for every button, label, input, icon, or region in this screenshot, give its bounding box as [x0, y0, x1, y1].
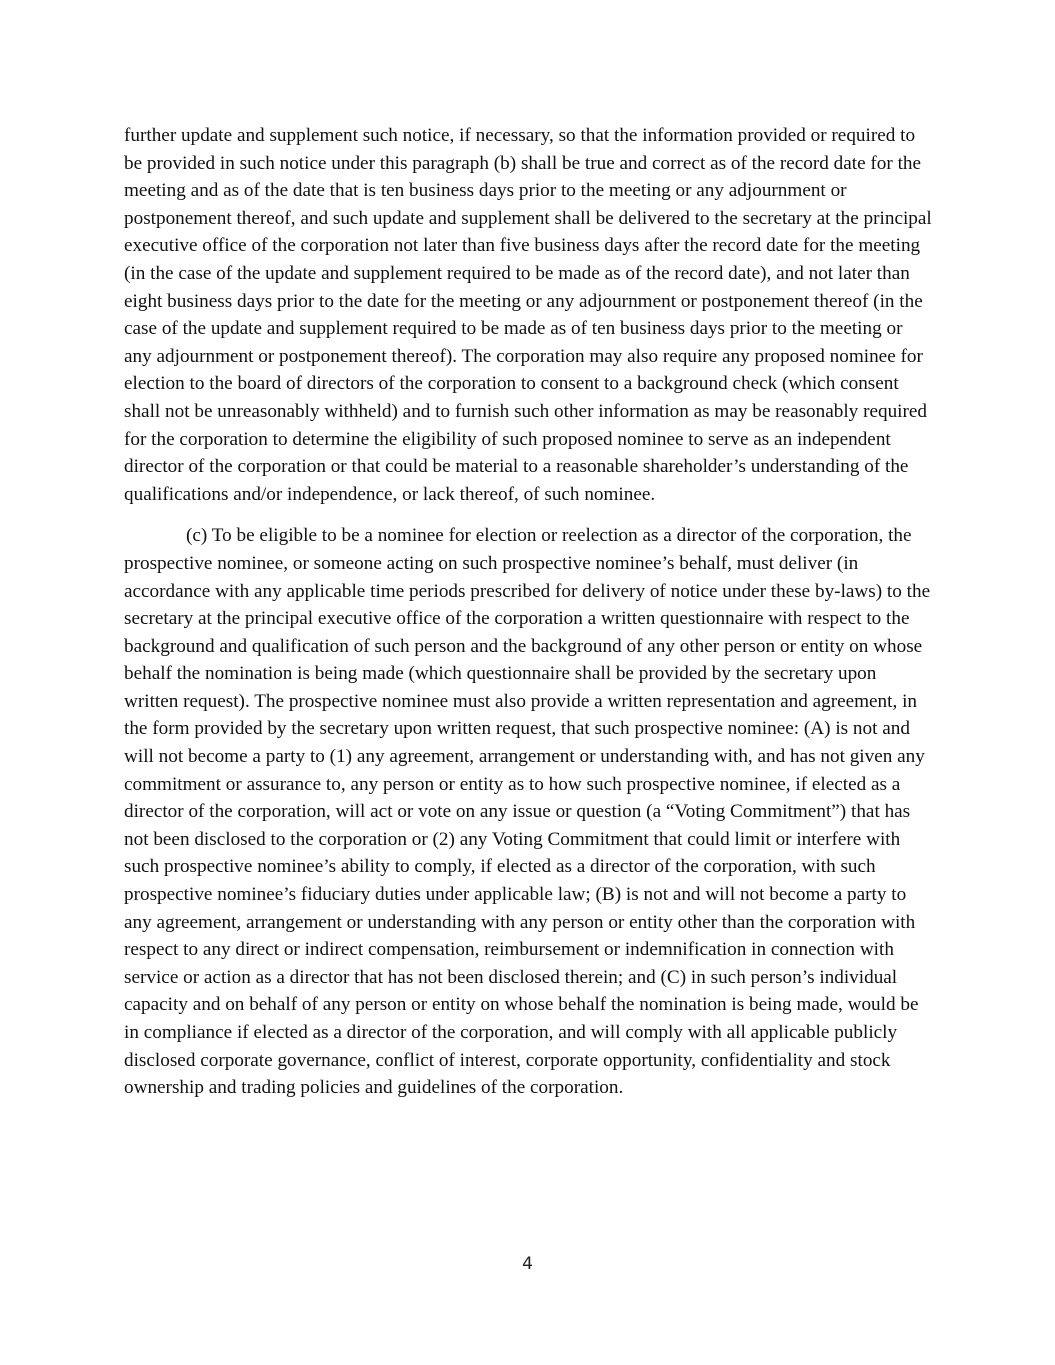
document-body	[124, 122, 932, 1102]
paragraph-c: (c) To be eligible to be a nominee for election or reelection as a director of the corporation, the prospective nominee, or someone acting on such prospective nominee’s behalf, must deliver (in accordance with any applicable time periods prescribed for delivery of notice under these by-laws) to the secretary at the principal executive office of the corporation a written questionnaire with respect to the background and qualification of such person and the background of any other person or entity on whose behalf the nomination is being made (which questionnaire shall be provided by the secretary upon written request). The prospective nominee must also provide a written representation and agreement, in the form provided by the secretary upon written request, that such prospective nominee: (A) is not and will not become a party to (1) any agreement, arrangement or understanding with, and has not given any commitment or assurance to, any person or entity as to how such prospective nominee, if elected as a director of the corporation, will act or vote on any issue or question (a “Voting Commitment”) that has not been disclosed to the corporation or (2) any Voting Commitment that could limit or interfere with such prospective nominee’s ability to comply, if elected as a director of the corporation, with such prospective nominee’s fiduciary duties under applicable law; (B) is not and will not become a party to any agreement, arrangement or understanding with any person or entity other than the corporation with respect to any direct or indirect compensation, reimbursement or indemnification in connection with service or action as a director that has not been disclosed therein; and (C) in such person’s individual capacity and on behalf of any person or entity on whose behalf the nomination is being made, would be in compliance if elected as a director of the corporation, and will comply with all applicable publicly disclosed corporate governance, conflict of interest, corporate opportunity, confidentiality and stock ownership and trading policies and guidelines of the corporation.	[124, 525, 931, 1099]
page-number: 4	[522, 1254, 533, 1274]
paragraph-b-continuation: further update and supplement such notice, if necessary, so that the information provided or required to be provided in such notice under this paragraph (b) shall be true and correct as of the record date for the meeting and as of the date that is ten business days prior to the meeting or any adjournment or postponement thereof, and such update and supplement shall be delivered to the secretary at the principal executive office of the corporation not later than five business days after the record date for the meeting (in the case of the update and supplement required to be made as of the record date), and not later than eight business days prior to the date for the meeting or any adjournment or postponement thereof (in the case of the update and supplement required to be made as of ten business days prior to the meeting or any adjournment or postponement thereof). The corporation may also require any proposed nominee for election to the board of directors of the corporation to consent to a background check (which consent shall not be unreasonably withheld) and to furnish such other information as may be reasonably required for the corporation to determine the eligibility of such proposed nominee to serve as an independent director of the corporation or that could be material to a reasonable shareholder’s understanding of the qualifications and/or independence, or lack thereof, of such nominee.	[124, 125, 932, 505]
